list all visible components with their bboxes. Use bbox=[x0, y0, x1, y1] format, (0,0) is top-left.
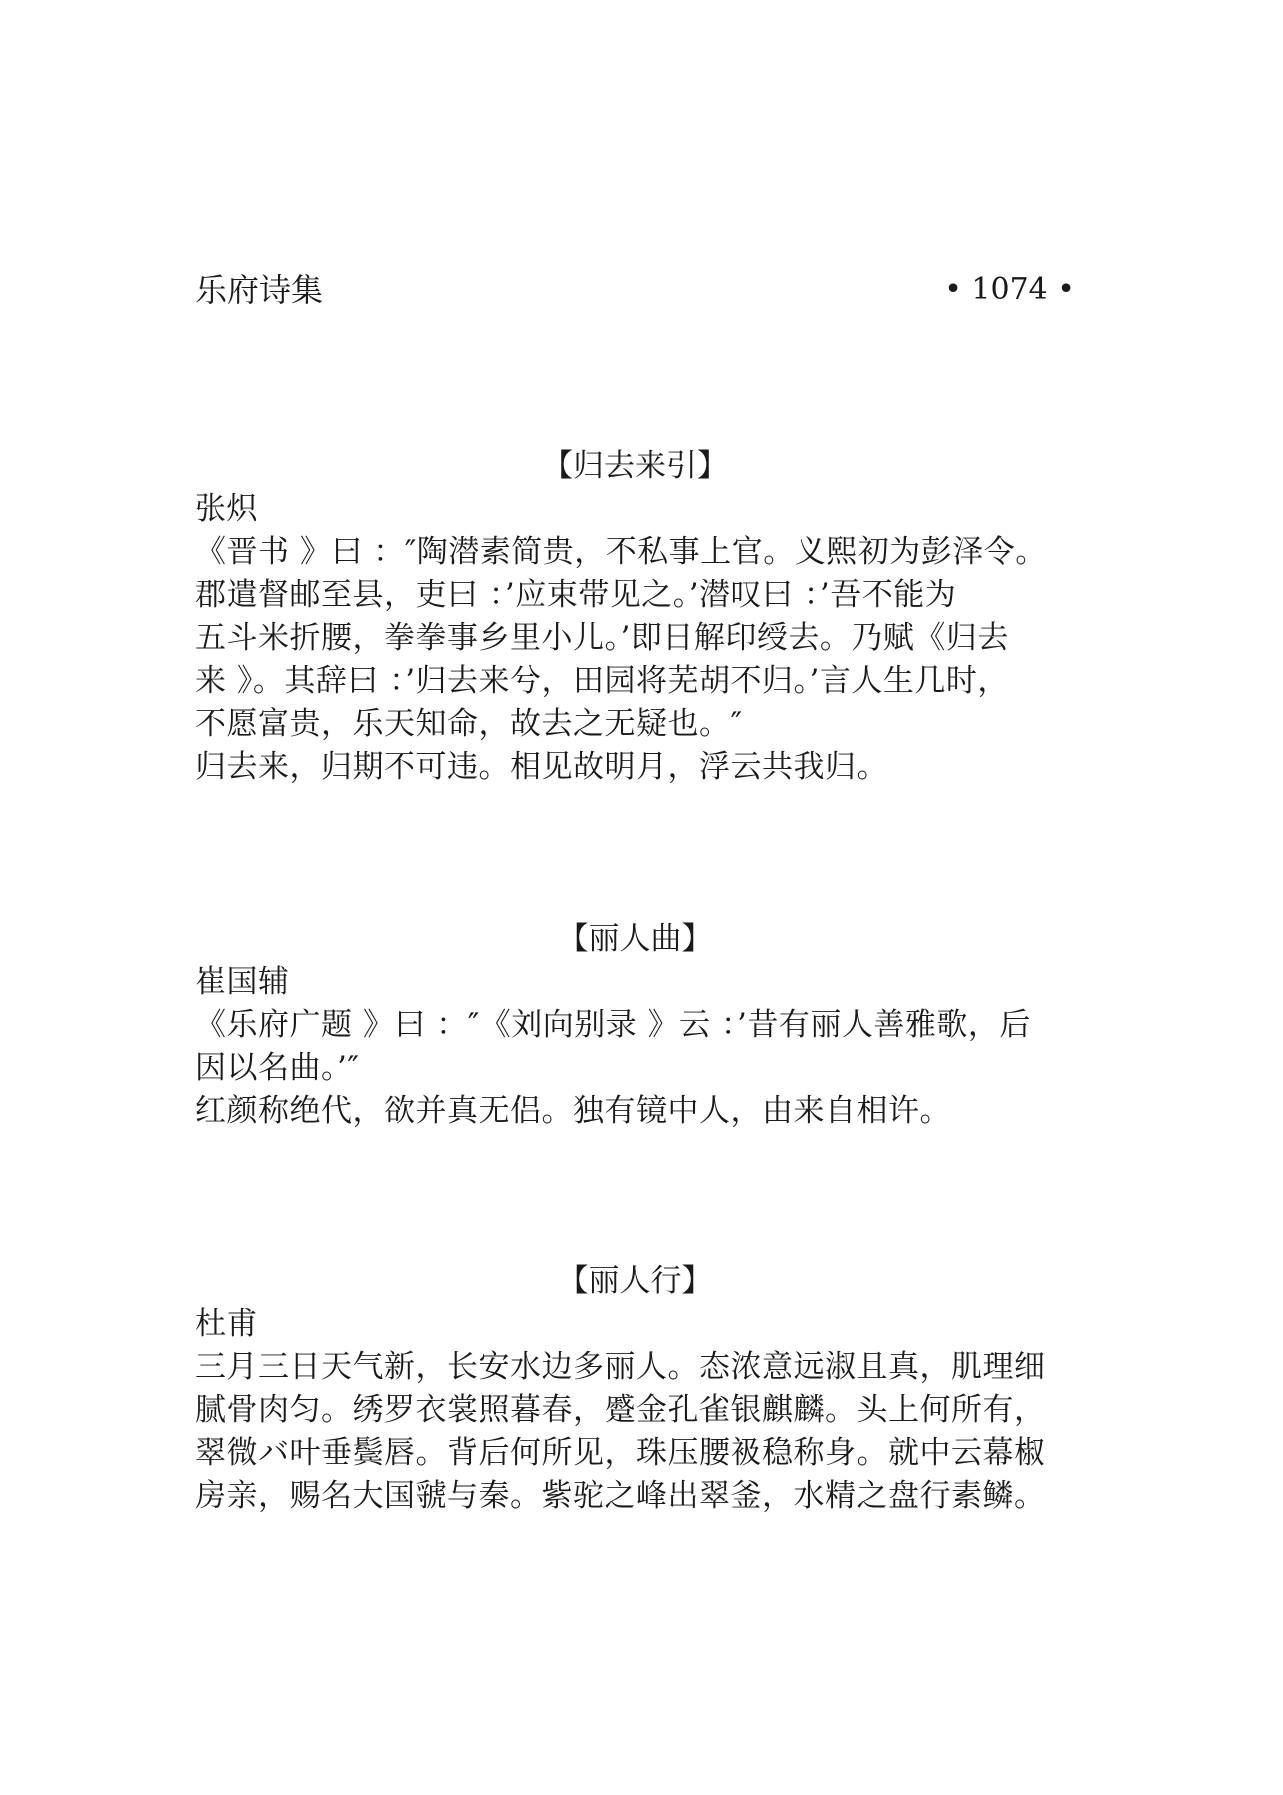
preface-line: 因以名曲。’″ bbox=[195, 1050, 360, 1086]
poem-author: 崔国辅 bbox=[195, 964, 290, 1000]
preface-line: 《乐府广题 》曰 ：″《刘向别录 》云 ：’昔有丽人善雅歌，后 bbox=[195, 1007, 1031, 1043]
poem-author: 杜甫 bbox=[195, 1306, 258, 1342]
poem-section-lirenqu bbox=[195, 918, 1135, 1133]
preface-line: 五斗米折腰，拳拳事乡里小儿。’即日解印绶去。乃赋《归去 bbox=[195, 620, 1009, 656]
page-header bbox=[195, 268, 1075, 312]
preface-line: 《晋书 》曰 ：″陶潜素简贵，不私事上官。义熙初为彭泽令。 bbox=[195, 534, 1047, 570]
poem-author: 张炽 bbox=[195, 491, 258, 527]
poem-line: 三月三日天气新，长安水边多丽人。态浓意远淑且真，肌理细 bbox=[195, 1349, 1046, 1385]
poem-line: 房亲，赐名大国虢与秦。紫驼之峰出翠釜，水精之盘行素鳞。 bbox=[195, 1478, 1046, 1514]
preface-line: 来 》。其辞曰 ：’归去来兮，田园将芜胡不归。’言人生几时， bbox=[195, 663, 1009, 699]
poem-line: 腻骨肉匀。绣罗衣裳照暮春，蹙金孔雀银麒麟。头上何所有， bbox=[195, 1392, 1046, 1428]
poem-line: 翠微バ叶垂鬓唇。背后何所见，珠压腰衱稳称身。就中云幕椒 bbox=[195, 1435, 1046, 1471]
poem-section-lirenxing bbox=[195, 1260, 1135, 1518]
poem-title: 【丽人曲】 bbox=[557, 921, 713, 957]
poem-line: 归去来，归期不可违。相见故明月，浮云共我归。 bbox=[195, 749, 888, 785]
poem-title: 【丽人行】 bbox=[557, 1263, 713, 1299]
poem-section-guiqulaiyin bbox=[195, 445, 1135, 789]
book-title: 乐府诗集 bbox=[195, 271, 324, 309]
page-number: • 1074 • bbox=[944, 272, 1075, 307]
preface-line: 郡遣督邮至县，吏曰 ：’应束带见之。’潜叹曰 ：’吾不能为 bbox=[195, 577, 957, 613]
poem-line: 红颜称绝代，欲并真无侣。独有镜中人，由来自相许。 bbox=[195, 1093, 951, 1129]
preface-line: 不愿富贵，乐天知命，故去之无疑也。″ bbox=[195, 706, 743, 742]
poem-title: 【归去来引】 bbox=[542, 448, 728, 484]
